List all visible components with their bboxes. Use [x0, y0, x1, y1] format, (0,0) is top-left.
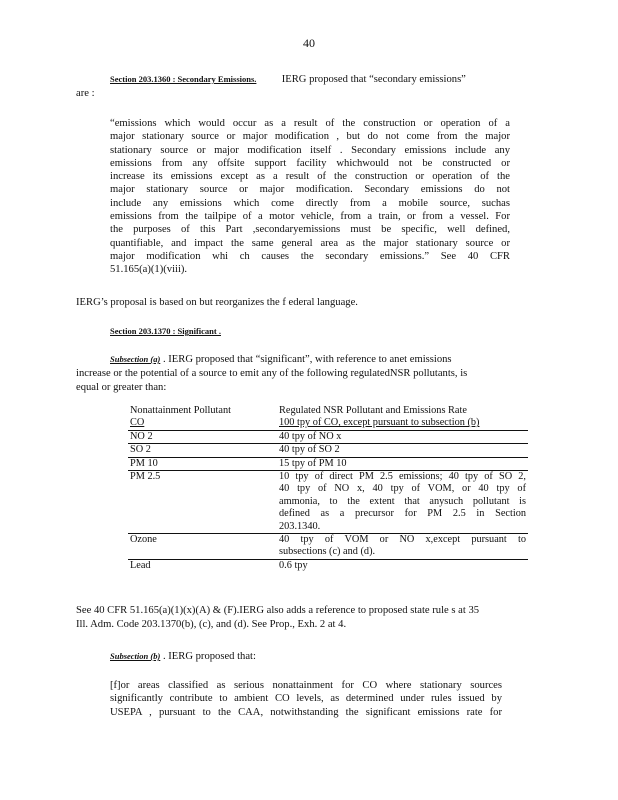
- table-header-row: [128, 405, 528, 417]
- pollutant-cell: PM 10: [128, 457, 277, 470]
- rate-cell: 100 tpy of CO, except pursuant to subsection (b): [277, 417, 528, 430]
- pollutant-cell: CO: [128, 417, 277, 430]
- pollutant-cell: Ozone: [128, 534, 277, 560]
- page-number: 40: [303, 36, 315, 50]
- rate-cell: 15 tpy of PM 10: [277, 457, 528, 470]
- table-row: [128, 534, 528, 560]
- subsection-a-line2: increase or the potential of a source to emit any of the following regulatedNSR pollutants, is: [76, 368, 468, 379]
- rate-line: 10 tpy of direct PM 2.5 emissions; 40 tpy of SO 2,: [279, 471, 526, 483]
- table-row: [128, 430, 528, 443]
- quote-line: [f]or areas classified as serious nonattainment for CO where stationary sources: [110, 680, 502, 691]
- rate-line: ammonia, to the extent that anysuch pollutant is: [279, 495, 526, 507]
- quote-line: emissions from any offsite support facility whichwould not be constructed or: [110, 157, 510, 169]
- rate-line: defined as a precursor for PM 2.5 in Section: [279, 508, 526, 520]
- subsection-a-line1: [110, 353, 530, 366]
- rate-cell: 0.6 tpy: [279, 559, 308, 571]
- quote-line: “emissions which would occur as a result of the construction or operation of a: [110, 118, 510, 129]
- rate-line: 40 tpy of NO x, 40 tpy of VOM, or 40 tpy of: [279, 483, 526, 495]
- quote-line: stationary source or major modification itself . Secondary emissions include any: [110, 144, 510, 156]
- pollutant-cell: SO 2: [128, 444, 277, 457]
- rate-cell: 40 tpy of NO x: [277, 430, 528, 443]
- rate-line: 40 tpy of VOM or NO x,except pursuant to: [279, 534, 526, 546]
- pollutant-cell: PM 2.5: [128, 471, 277, 534]
- quote-line: increase its emissions except as a result of the construction or operation of the: [110, 171, 510, 183]
- quote-line: major modification whi ch causes the secondary emissions.” See 40 CFR: [110, 250, 510, 262]
- after-table-line1: See 40 CFR 51.165(a)(1)(x)(A) & (F).IERG also adds a reference to proposed state rule s at 35: [76, 605, 480, 616]
- rate-cell: [277, 534, 528, 560]
- subsection-b-line: [110, 650, 256, 663]
- rate-cell: 40 tpy of SO 2: [277, 444, 528, 457]
- quote-line: major stationary source or major modification , but do not come from the major: [110, 131, 510, 143]
- quote-line: emissions from the tailpipe of a motor vehicle, from a train, or from a vessel. For: [110, 211, 510, 223]
- table-row: [128, 457, 528, 470]
- subsection-a-line3: equal or greater than:: [76, 382, 167, 393]
- emissions-rate-table: [128, 405, 528, 572]
- section-1360-intro-cont: are :: [76, 88, 95, 99]
- rate-cell: [277, 471, 528, 534]
- rate-line: 203.1340.: [279, 520, 321, 532]
- table-row: [128, 559, 528, 572]
- secondary-emissions-quote: [110, 117, 510, 277]
- quote-line: USEPA , pursuant to the CAA, notwithstanding the significant emissions rate for: [110, 706, 502, 718]
- quote-line: significantly contribute to ambient CO levels, as determined under rules issued by: [110, 693, 502, 705]
- quote-line: 51.165(a)(1)(viii).: [110, 264, 188, 276]
- quote-line: quantifiable, and impact the same general area as the major stationary source or: [110, 237, 510, 249]
- section-1370-heading-text: Section 203.1370 : Significant .: [110, 326, 221, 336]
- section-1360-intro-text: IERG proposed that “secondary emissions”: [281, 74, 466, 85]
- quote-line: include any emissions which come directly from a mobile source, suchas: [110, 197, 510, 209]
- subsection-a-label: Subsection (a): [110, 354, 161, 364]
- section-1360-heading: Section 203.1360 : Secondary Emissions.: [110, 74, 257, 84]
- subsection-b-text: . IERG proposed that:: [162, 651, 256, 662]
- pollutant-cell: Lead: [130, 559, 151, 571]
- header-rate: Regulated NSR Pollutant and Emissions Rate: [279, 405, 467, 416]
- quote-line: the purposes of this Part ,secondaryemissions must be specific, well defined,: [110, 224, 510, 236]
- header-pollutant: Nonattainment Pollutant: [130, 405, 231, 416]
- reorg-paragraph: IERG’s proposal is based on but reorganizes the f ederal language.: [76, 297, 358, 308]
- section-1370-heading: [110, 325, 221, 338]
- serious-nonattainment-quote: [110, 679, 502, 719]
- table-row: [128, 471, 528, 534]
- subsection-b-label: Subsection (b): [110, 651, 161, 661]
- section-1360-intro: [110, 73, 520, 86]
- after-table-line2: Ill. Adm. Code 203.1370(b), (c), and (d). See Prop., Exh. 2 at 4.: [76, 619, 347, 630]
- table-row: [128, 417, 528, 430]
- subsection-a-text: . IERG proposed that “significant”, with reference to anet emissions: [162, 354, 452, 365]
- table-row: [128, 444, 528, 457]
- pollutant-cell: NO 2: [128, 430, 277, 443]
- quote-line: major stationary source or major modification. Secondary emissions do not: [110, 184, 510, 196]
- rate-line: subsections (c) and (d).: [279, 546, 376, 558]
